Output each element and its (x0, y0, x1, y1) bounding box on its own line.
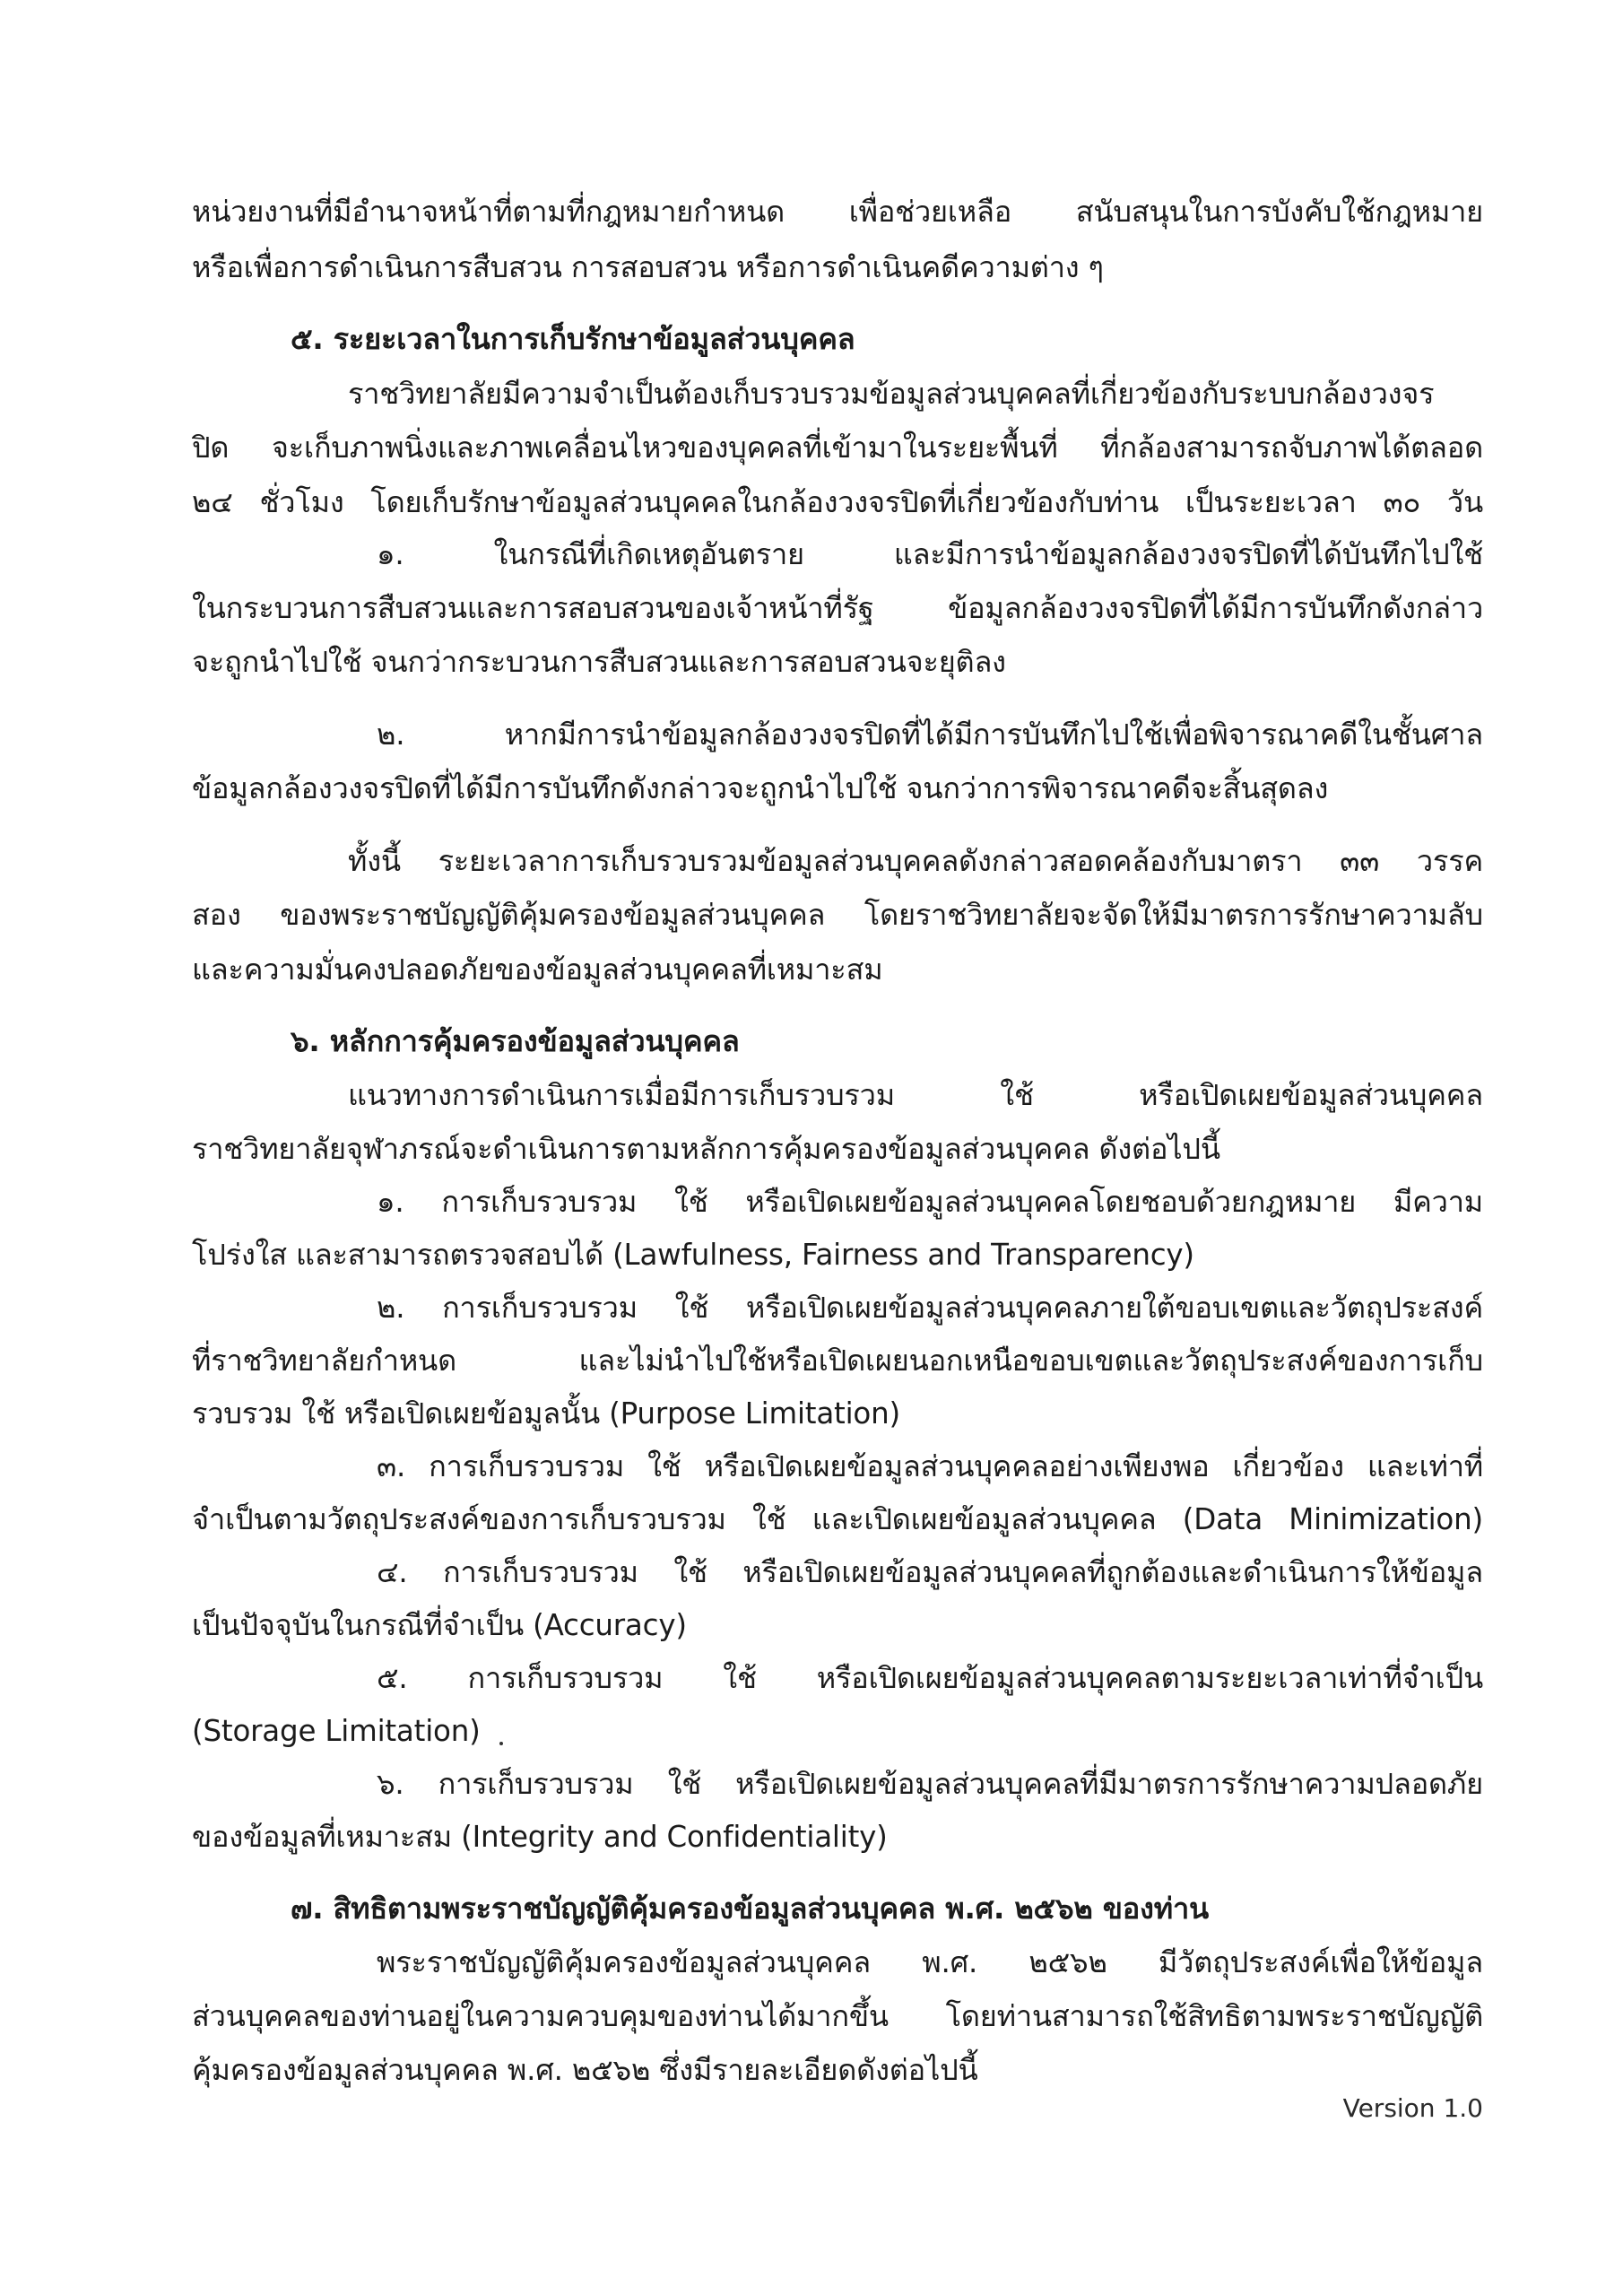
body-text-line: ปิด จะเก็บภาพนิ่งและภาพเคลื่อนไหวของบุคคลที่เข้ามาในระยะพื้นที่ ที่กล้องสามารถจับภาพได้ตลอด (192, 430, 1483, 465)
body-text-line: คุ้มครองข้อมูลส่วนบุคคล พ.ศ. ๒๕๖๒ ซึ่งมีรายละเอียดดังต่อไปนี้ (192, 2053, 978, 2087)
list-item-line: รวบรวม ใช้ หรือเปิดเผยข้อมูลนั้น (Purpose Limitation) (192, 1396, 900, 1431)
body-text-line: ราชวิทยาลัยจุฬาภรณ์จะดำเนินการตามหลักการคุ้มครองข้อมูลส่วนบุคคล ดังต่อไปนี้ (192, 1132, 1220, 1166)
list-item-line: ๓. การเก็บรวบรวม ใช้ หรือเปิดเผยข้อมูลส่วนบุคคลอย่างเพียงพอ เกี่ยวข้อง และเท่าที่ (377, 1449, 1483, 1483)
list-item-line: ๖. การเก็บรวบรวม ใช้ หรือเปิดเผยข้อมูลส่วนบุคคลที่มีมาตรการรักษาความปลอดภัย (377, 1767, 1483, 1801)
section-heading: ๗. สิทธิตามพระราชบัญญัติคุ้มครองข้อมูลส่วนบุคคล พ.ศ. ๒๕๖๒ ของท่าน (291, 1892, 1210, 1926)
body-text-line: แนวทางการดำเนินการเมื่อมีการเก็บรวบรวม ใช้ หรือเปิดเผยข้อมูลส่วนบุคคล (348, 1078, 1483, 1112)
body-text-line: ทั้งนี้ ระยะเวลาการเก็บรวบรวมข้อมูลส่วนบุคคลดังกล่าวสอดคล้องกับมาตรา ๓๓ วรรค (348, 844, 1483, 878)
list-item-line: จำเป็นตามวัตถุประสงค์ของการเก็บรวบรวม ใช้ และเปิดเผยข้อมูลส่วนบุคคล (Data Minimization) (192, 1502, 1483, 1536)
body-text-line: และความมั่นคงปลอดภัยของข้อมูลส่วนบุคคลที่เหมาะสม (192, 952, 883, 987)
body-text-line: หรือเพื่อการดำเนินการสืบสวน การสอบสวน หรือการดำเนินคดีความต่าง ๆ (192, 250, 1104, 284)
list-item-line: ของข้อมูลที่เหมาะสม (Integrity and Confidentiality) (192, 1820, 888, 1854)
section-heading: ๖. หลักการคุ้มครองข้อมูลส่วนบุคคล (291, 1024, 740, 1058)
list-item-line: ๑. ในกรณีที่เกิดเหตุอันตราย และมีการนำข้อมูลกล้องวงจรปิดที่ได้บันทึกไปใช้ (377, 537, 1483, 571)
list-item-line: ๕. การเก็บรวบรวม ใช้ หรือเปิดเผยข้อมูลส่วนบุคคลตามระยะเวลาเท่าที่จำเป็น (377, 1661, 1483, 1695)
list-item-line: ๑. การเก็บรวบรวม ใช้ หรือเปิดเผยข้อมูลส่วนบุคคลโดยชอบด้วยกฎหมาย มีความ (377, 1185, 1483, 1219)
section-heading: ๕. ระยะเวลาในการเก็บรักษาข้อมูลส่วนบุคคล (291, 322, 855, 356)
list-item-line: โปร่งใส และสามารถตรวจสอบได้ (Lawfulness, Fairness and Transparency) (192, 1238, 1194, 1272)
body-text-line: สอง ของพระราชบัญญัติคุ้มครองข้อมูลส่วนบุคคล โดยราชวิทยาลัยจะจัดให้มีมาตรการรักษาความลับ (192, 898, 1483, 932)
list-item-line: ๒. หากมีการนำข้อมูลกล้องวงจรปิดที่ได้มีการบันทึกไปใช้เพื่อพิจารณาคดีในชั้นศาล (377, 718, 1483, 752)
list-item-line: เป็นปัจจุบันในกรณีที่จำเป็น (Accuracy) (192, 1608, 687, 1642)
body-text-line: พระราชบัญญัติคุ้มครองข้อมูลส่วนบุคคล พ.ศ. ๒๕๖๒ มีวัตถุประสงค์เพื่อให้ข้อมูล (377, 1945, 1483, 1979)
list-item-line: ๒. การเก็บรวบรวม ใช้ หรือเปิดเผยข้อมูลส่วนบุคคลภายใต้ขอบเขตและวัตถุประสงค์ (377, 1291, 1483, 1325)
body-text-line: ๒๔ ชั่วโมง โดยเก็บรักษาข้อมูลส่วนบุคคลในกล้องวงจรปิดที่เกี่ยวข้องกับท่าน เป็นระยะเวลา ๓๐ วัน (192, 485, 1483, 519)
version-label: Version 1.0 (1342, 2093, 1483, 2123)
list-item-line: จะถูกนำไปใช้ จนกว่ากระบวนการสืบสวนและการสอบสวนจะยุติลง (192, 645, 1006, 679)
list-item-line: ที่ราชวิทยาลัยกำหนด และไม่นำไปใช้หรือเปิดเผยนอกเหนือขอบเขตและวัตถุประสงค์ของการเก็บ (192, 1344, 1483, 1378)
body-text-line: ราชวิทยาลัยมีความจำเป็นต้องเก็บรวบรวมข้อมูลส่วนบุคคลที่เกี่ยวข้องกับระบบกล้องวงจร (348, 377, 1435, 411)
list-item-line: ข้อมูลกล้องวงจรปิดที่ได้มีการบันทึกดังกล่าวจะถูกนำไปใช้ จนกว่าการพิจารณาคดีจะสิ้นสุดลง (192, 771, 1329, 805)
list-item-line: ในกระบวนการสืบสวนและการสอบสวนของเจ้าหน้าที่รัฐ ข้อมูลกล้องวงจรปิดที่ได้มีการบันทึกดังกล่าว (192, 591, 1483, 625)
list-item-line: ๔. การเก็บรวบรวม ใช้ หรือเปิดเผยข้อมูลส่วนบุคคลที่ถูกต้องและดำเนินการให้ข้อมูล (377, 1555, 1483, 1589)
stray-dot-mark (499, 1742, 503, 1745)
body-text-line: ส่วนบุคคลของท่านอยู่ในความควบคุมของท่านได้มากขึ้น โดยท่านสามารถใช้สิทธิตามพระราชบัญญัติ (192, 1999, 1483, 2033)
list-item-line: (Storage Limitation) (192, 1714, 481, 1748)
body-text-line: หน่วยงานที่มีอำนาจหน้าที่ตามที่กฎหมายกำหนด เพื่อช่วยเหลือ สนับสนุนในการบังคับใช้กฎหมาย (192, 195, 1483, 229)
